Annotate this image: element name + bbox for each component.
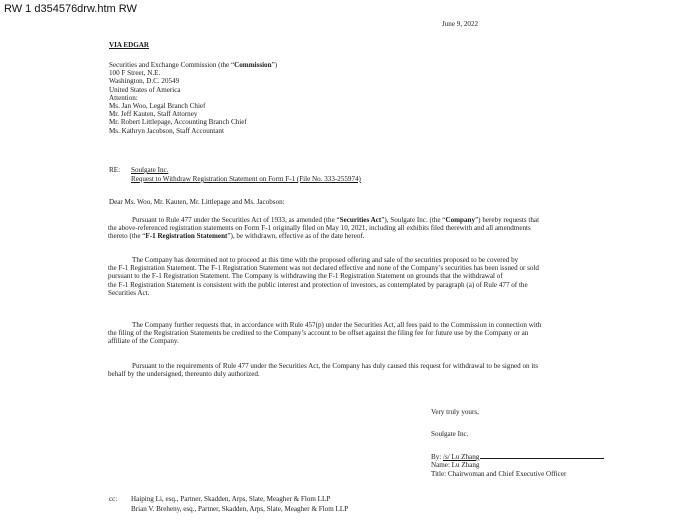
salutation: Dear Ms. Woo, Mr. Kauten, Mr. Littlepage and Ms. Jacobson: xyxy=(109,198,285,206)
paragraph-line: the F-1 Registration Statement. The F-1 Registration Statement was not declared effective and none of the Company’s securities has been issued or sold xyxy=(108,264,539,273)
paragraph-line: Pursuant to Rule 477 under the Securities Act of 1933, as amended (the “Securities Act”), Soulgate Inc. (the “Company”) hereby requests that xyxy=(132,216,540,224)
cc-recipient: Haiping Li, esq., Partner, Skadden, Arps, Slate, Meagher & Flom LLP xyxy=(131,495,331,503)
valediction: Very truly yours, xyxy=(431,408,479,416)
re-label: RE: xyxy=(109,166,121,174)
paragraph-line: Pursuant to the requirements of Rule 477 under the Securities Act, the Company has duly caused this request for withdrawal to be signed on its xyxy=(132,362,539,370)
recipient: Ms. Jan Woo, Legal Branch Chief xyxy=(109,102,206,111)
signature-rule xyxy=(480,452,604,459)
paragraph-2 xyxy=(108,256,656,297)
address-block xyxy=(109,61,277,135)
via-edgar: VIA EDGAR xyxy=(109,41,150,49)
address-street: 100 F Street, N.E. xyxy=(109,69,161,78)
paragraph-line: the above-referenced registration statements on Form F-1 originally filed on May 10, 2021, including all exhibits filed therewith and all amendments xyxy=(108,224,531,233)
signer-title: Title: Chairwoman and Chief Executive Officer xyxy=(431,470,567,478)
paragraph-line: pursuant to the F-1 Registration Statement. The Company is withdrawing the F-1 Registration Statement on grounds that the withdrawal of xyxy=(108,272,503,281)
re-company: Soulgate Inc. xyxy=(131,166,169,174)
signature: /s/ Lu Zhang xyxy=(443,453,480,461)
paragraph-line: the F-1 Registration Statement is consistent with the public interest and protection of investors, as contemplated by paragraph (a) of Rule 477 of the xyxy=(108,280,528,289)
signature-line xyxy=(431,452,604,461)
paragraph-line: The Company has determined not to proceed at this time with the proposed offering and sale of the securities proposed to be covered by xyxy=(132,256,519,264)
cc-label: cc: xyxy=(109,495,118,503)
by-label: By: xyxy=(431,453,442,461)
paragraph-4 xyxy=(108,362,656,378)
paragraph-3 xyxy=(108,321,656,346)
re-subject: Request to Withdraw Registration Statement on Form F-1 (File No. 333-255974) xyxy=(131,175,361,183)
signer-name: Name: Lu Zhang xyxy=(431,461,480,469)
company-name: Soulgate Inc. xyxy=(431,430,469,438)
paragraph-line: affiliate of the Company. xyxy=(108,337,179,346)
recipient: Mr. Robert Littlepage, Accounting Branch Chief xyxy=(109,118,247,127)
paragraph-line: Securities Act. xyxy=(108,288,150,297)
paragraph-line: behalf by the undersigned, thereunto duly authorized. xyxy=(108,370,260,379)
paragraph-line: thereto (the “F-1 Registration Statement”), be withdrawn, effective as of the date hereof. xyxy=(108,232,365,241)
address-city: Washington, D.C. 20549 xyxy=(109,77,180,86)
paragraph-1 xyxy=(108,216,656,241)
recipient: Mr. Jeff Kauten, Staff Attorney xyxy=(109,110,198,119)
cc-recipient: Brian V. Breheny, esq., Partner, Skadden, Arps, Slate, Meagher & Flom LLP xyxy=(131,505,349,513)
document-header: RW 1 d354576drw.htm RW xyxy=(4,3,137,15)
address-commission: Securities and Exchange Commission (the “Commission”) xyxy=(109,61,278,69)
letter-date: June 9, 2022 xyxy=(442,20,479,28)
paragraph-line: The Company further requests that, in accordance with Rule 457(p) under the Securities Act, all fees paid to the Commission in connection with xyxy=(132,321,542,329)
attention-label: Attention: xyxy=(109,93,138,102)
paragraph-line: the filing of the Registration Statements be credited to the Company’s account to be offset against the filing fee for future use by the Company or an xyxy=(108,329,529,338)
recipient: Ms. Kathryn Jacobson, Staff Accountant xyxy=(109,126,224,135)
address-country: United States of America xyxy=(109,85,181,94)
